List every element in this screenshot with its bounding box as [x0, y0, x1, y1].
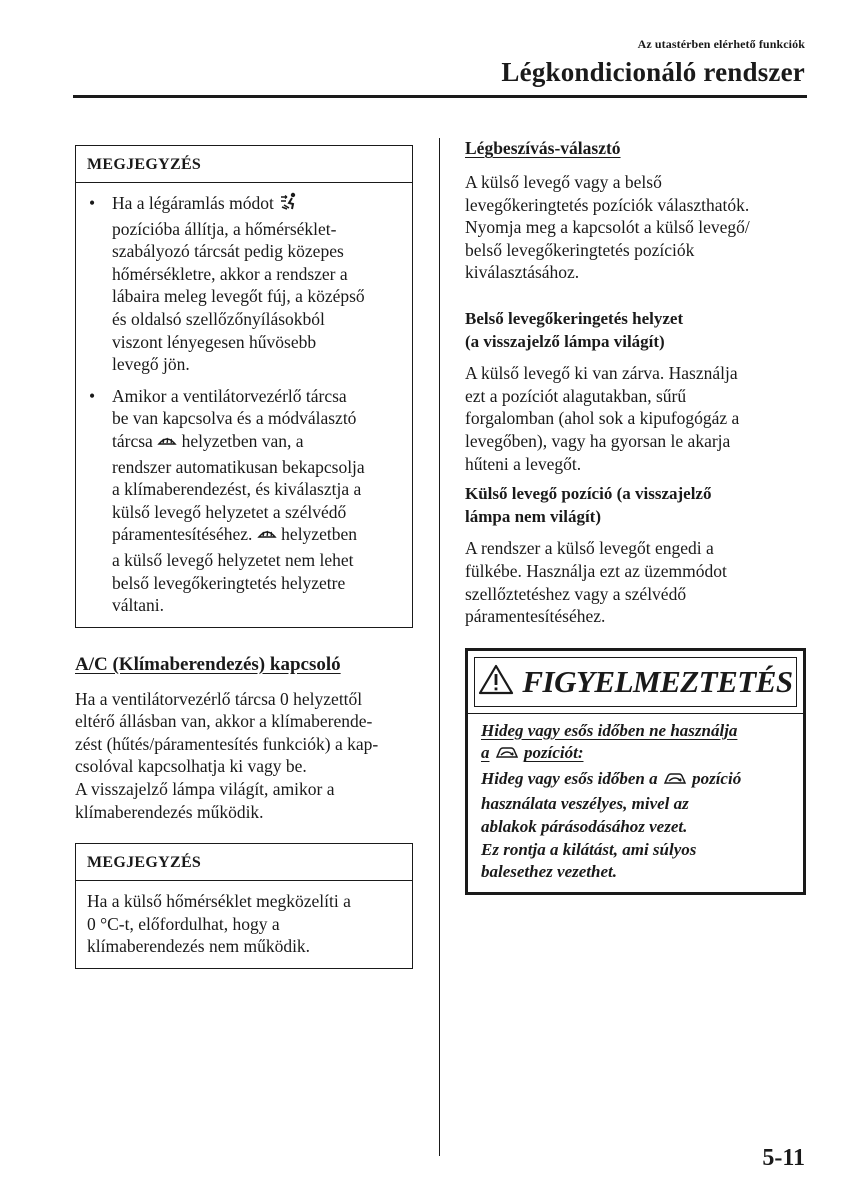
note-heading: MEGJEGYZÉS — [76, 844, 412, 881]
warning-header — [474, 657, 797, 707]
right-column — [465, 138, 806, 895]
intake-paragraph: A külső levegő vagy a belső levegőkeringtetés pozíciók választhatók. Nyomja meg a kapcsolót a külső levegő/ belső levegőkeringtetés pozíciók kiválasztásához. — [465, 172, 750, 283]
page-title: Légkondicionáló rendszer — [501, 57, 805, 87]
section-heading-ac: A/C (Klímaberendezés) kapcsoló — [75, 653, 341, 675]
ac-paragraph: Ha a ventilátorvezérlő tárcsa 0 helyzettől eltérő állásban van, akkor a klímaberende- zést (hűtés/páramentesítés funkciók) a kap- csolóval kapcsolhatja ki vagy be. A visszajelző lámpa világít, amikor a klímaberendezés működik. — [75, 688, 379, 822]
column-divider — [439, 138, 440, 1156]
recirculation-icon — [662, 771, 688, 794]
bullet-item: • Ha a légáramlás módot pozícióba állítja, a hőmérséklet- szabályozó tárcsát pedig közepes hőmérsékletre, akkor a rendszer a lábaira meleg levegőt fúj, a középső és oldalsó szellőzőnyílásokból viszont lényegesen hűvösebb levegő jön. — [89, 193, 365, 375]
section-heading-intake: Légbeszívás-választó — [465, 138, 621, 158]
recirc-heading: Belső levegőkeringetés helyzet (a visszajelző lámpa világít) — [465, 308, 684, 351]
bullet-dot: • — [89, 193, 96, 213]
note-heading: MEGJEGYZÉS — [76, 146, 412, 183]
note-box-airflow — [75, 145, 413, 628]
bullet-dot: • — [89, 385, 96, 406]
warning-triangle-icon — [478, 663, 514, 700]
running-header-section: Az utastérben elérhető funkciók — [637, 37, 805, 51]
warning-box — [465, 648, 806, 895]
recirc-paragraph: A külső levegő ki van zárva. Használja ezt a pozíciót alagutakban, sűrű forgalomban (ahol sok a kipufogógáz a levegőben), vagy ha gyorsan le akarja hűteni a levegőt. — [465, 363, 740, 474]
outside-air-heading: Külső levegő pozíció (a visszajelző lámpa nem világít) — [465, 484, 712, 526]
outside-air-paragraph: A rendszer a külső levegőt engedi a fülkébe. Használja ezt az üzemmódot szellőztetéshez vagy a szélvédő páramentesítéséhez. — [465, 538, 727, 627]
page-number: 5-11 — [762, 1145, 805, 1171]
recirculation-icon — [494, 745, 520, 768]
defroster-icon — [257, 525, 277, 549]
warning-title: FIGYELMEZTETÉS — [522, 663, 793, 699]
defroster-icon — [157, 432, 177, 456]
bullet-item: • Amikor a ventilátorvezérlő tárcsa be van kapcsolva és a módválasztó tárcsa helyzetben van, a rendszer automatikusan bekapcsolja a klímaberendezést, és kiválasztja a külső levegő helyzetet a szélvédő páramentesítéséhez. helyzetben a külső levegő helyzetet nem lehet belső levegőkeringtetés helyzetre váltani. — [89, 385, 365, 616]
header-rule — [73, 95, 807, 98]
note-body: Ha a külső hőmérséklet megközelíti a 0 °C-t, előfordulhat, hogy a klímaberendezés nem működik. — [87, 891, 351, 957]
note-body — [76, 183, 412, 627]
floor-vent-mode-icon — [278, 192, 300, 218]
warning-body: Hideg vagy esős időben ne használja a pozíciót: Hideg vagy esős időben a pozíció használata veszélyes, mivel az ablakok párásodásához vezet. Ez rontja a kilátást, ami súlyos balesethez vezethet. — [468, 713, 803, 892]
note-box-temperature — [75, 843, 413, 969]
left-column — [75, 145, 413, 969]
